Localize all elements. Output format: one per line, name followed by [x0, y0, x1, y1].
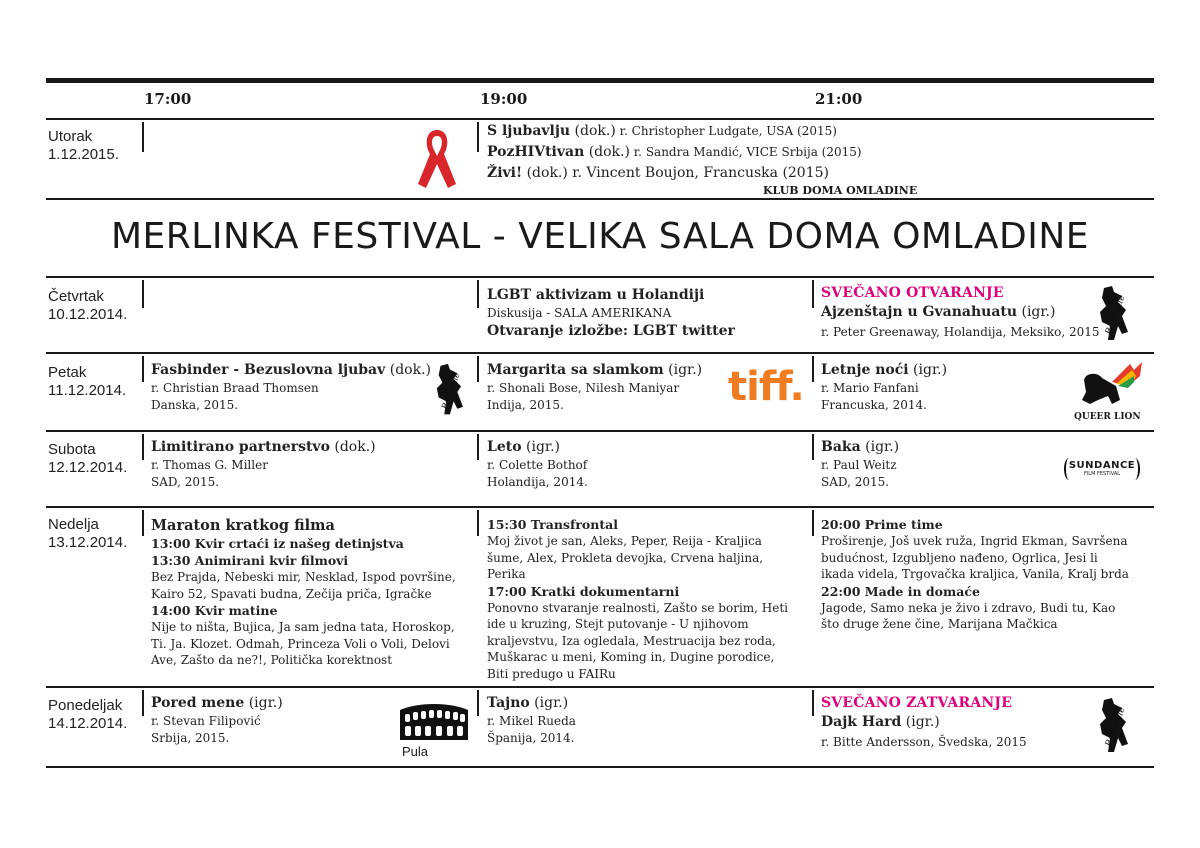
film-title: Letnje noći: [821, 362, 909, 378]
film-kind: (igr.): [901, 714, 940, 730]
film-kind: (dok.): [570, 123, 616, 139]
day-ponedeljak: [48, 697, 127, 733]
film-kind: (igr.): [1017, 304, 1056, 320]
col-bar: [812, 510, 814, 536]
event-sub: Diskusija - SALA AMERIKANA: [487, 306, 672, 320]
opening-label: SVEČANO OTVARANJE: [821, 285, 1004, 301]
film-title: Ajzenštajn u Gvanahuatu: [821, 304, 1018, 320]
film-line: [487, 143, 927, 162]
day-nedelja: [48, 516, 127, 552]
session-list: Moj život je san, Aleks, Peper, Reija - Kraljica šume, Alex, Prokleta devojka, Crvena haljina, Perika: [487, 534, 764, 581]
day-date: 10.12.2014.: [48, 306, 128, 323]
session-title: 13:30 Animirani kvir filmovi: [151, 553, 349, 568]
film-kind: (dok.): [329, 439, 376, 455]
col-bar: [142, 434, 144, 460]
bottom-rule: [46, 766, 1154, 768]
day-date: 13.12.2014.: [48, 534, 128, 551]
film-credit: r. Christopher Ludgate, USA (2015): [615, 124, 837, 138]
time-col-3: 21:00: [815, 90, 863, 108]
event-title-2: Otvaranje izložbe: LGBT twitter: [487, 322, 735, 339]
berlinale-bear-icon: [420, 358, 476, 424]
film-credit: r. Stevan Filipović: [151, 714, 261, 728]
film-title: S ljubavlju: [487, 123, 571, 139]
film-origin: SAD, 2015.: [821, 474, 890, 489]
film-title: Limitirano partnerstvo: [151, 439, 330, 455]
svg-text:Berlinale: Berlinale: [1104, 293, 1128, 337]
film-kind: (dok.): [522, 165, 568, 181]
day-utorak: [48, 128, 119, 164]
nedelja-c3: [821, 516, 1131, 633]
col-bar: [142, 122, 144, 152]
ponedeljak-c3: [821, 694, 1081, 751]
col-bar: [142, 280, 144, 308]
nedelja-c2: [487, 516, 797, 682]
day-petak: [48, 364, 126, 400]
tiff-logo: tiff.: [728, 364, 804, 410]
session-title: 17:00 Kratki dokumentarni: [487, 583, 680, 599]
film-title: Margarita sa slamkom: [487, 362, 664, 378]
ponedeljak-c2: [487, 694, 787, 746]
film-credit: r. Paul Weitz: [821, 458, 897, 472]
rule-1: [46, 118, 1154, 120]
film-credit: r. Bitte Andersson, Švedska, 2015: [821, 735, 1027, 749]
session-list: Jagode, Samo neka je živo i zdravo, Budi tu, Kao što druge žene čine, Marijana Mačkica: [821, 600, 1116, 631]
day-name: Četvrtak: [48, 288, 104, 305]
day-date: 11.12.2014.: [48, 382, 127, 399]
col-bar: [477, 690, 479, 716]
film-origin: Španija, 2014.: [487, 730, 575, 745]
film-title: Dajk Hard: [821, 714, 902, 730]
time-col-2: 19:00: [480, 90, 528, 108]
film-credit: r. Colette Bothof: [487, 458, 588, 472]
film-kind: (igr.): [521, 439, 560, 455]
day-cetvrtak: [48, 288, 127, 324]
subota-c3: [821, 438, 1051, 490]
film-origin: Holandija, 2014.: [487, 474, 588, 489]
film-credit: r. Mikel Rueda: [487, 714, 576, 728]
venue-label: KLUB DOMA OMLADINE: [763, 184, 918, 197]
block-title: Maraton kratkog filma: [151, 517, 335, 534]
time-col-1: 17:00: [144, 90, 192, 108]
top-rule: [46, 78, 1154, 83]
session-title: 20:00 Prime time: [821, 517, 943, 532]
berlinale-bear-icon: [1082, 282, 1142, 348]
film-title: Baka: [821, 439, 861, 455]
col-bar: [142, 356, 144, 382]
closing-label: SVEČANO ZATVARANJE: [821, 695, 1013, 711]
col-bar: [142, 690, 144, 716]
film-origin: SAD, 2015.: [151, 474, 220, 489]
session-title: 15:30 Transfrontal: [487, 517, 618, 532]
col-bar: [477, 122, 479, 152]
film-credit: r. Peter Greenaway, Holandija, Meksiko, 2015: [821, 325, 1100, 339]
day-date: 14.12.2014.: [48, 715, 128, 732]
col-bar: [812, 280, 814, 308]
rule-2: [46, 198, 1154, 200]
col-bar: [812, 356, 814, 382]
film-kind: (dok.): [385, 362, 431, 378]
film-title: PozHIVtivan: [487, 144, 585, 160]
film-origin: Danska, 2015.: [151, 397, 239, 412]
aids-ribbon-icon: [412, 126, 462, 190]
berlinale-bear-icon: [1082, 694, 1142, 760]
col-bar: [812, 690, 814, 716]
svg-text:Berlinale: Berlinale: [1104, 705, 1128, 749]
session-title: 22:00 Made in domaće: [821, 583, 980, 599]
film-title: Živi!: [487, 165, 523, 181]
session-list: Proširenje, Još uvek ruža, Ingrid Ekman, Savršena budućnost, Izgubljeno nađeno, Ogrlica, Jesi li ikada videla, Trgovačka kraljica, Vanila, Kralj brda: [821, 534, 1129, 581]
film-title: Leto: [487, 439, 522, 455]
laurel-left-icon: [1064, 458, 1074, 480]
session-list: Nije to ništa, Bujica, Ja sam jedna tata, Horoskop, Ti. Ja. Klozet. Odmah, Princeza Voli o Voli, Delovi Ave, Zašto da ne?!, Politička korektnost: [151, 620, 455, 667]
laurel-right-icon: [1130, 458, 1140, 480]
film-kind: (dok.): [584, 144, 630, 160]
session-list: Bez Prajda, Nebeski mir, Nesklad, Ispod površine, Kairo 52, Spavati budna, Zečija priča, Igračke: [151, 570, 456, 601]
film-title: Tajno: [487, 695, 530, 711]
day-name: Nedelja: [48, 516, 99, 533]
sundance-wordmark: SUNDANCE: [1068, 460, 1136, 471]
ponedeljak-c1: [151, 694, 391, 746]
petak-c2: [487, 361, 727, 413]
petak-c1: [151, 361, 451, 413]
col-bar: [477, 434, 479, 460]
subota-c1: [151, 438, 451, 490]
sundance-sub: FILM FESTIVAL: [1083, 471, 1121, 477]
session-title: 13:00 Kvir crtaći iz našeg detinjstva: [151, 536, 404, 551]
film-title: Pored mene: [151, 695, 245, 711]
day-subota: [48, 441, 127, 477]
day-name: Ponedeljak: [48, 697, 123, 714]
sundance-logo: [1062, 456, 1142, 484]
film-kind: (igr.): [663, 362, 703, 378]
col-bar: [477, 510, 479, 536]
queer-lion-icon: [1072, 360, 1148, 410]
pula-arena-icon: [398, 702, 470, 742]
session-list: Ponovno stvaranje realnosti, Zašto se borim, Heti ide u kruzing, Stejt putovanje - U njihovom kraljevstvu, Iza ogledala, Mestruacija bez roda, Muškarac u meni, Koming in, Dugine porodice, Biti predugo u FAIRu: [487, 600, 789, 681]
film-kind: (igr.): [860, 439, 900, 455]
film-title: Fasbinder - Bezuslovna ljubav: [151, 362, 386, 378]
subota-c2: [487, 438, 787, 490]
film-credit: r. Mario Fanfani: [821, 381, 919, 395]
film-credit: r. Thomas G. Miller: [151, 458, 268, 472]
rule-4: [46, 352, 1154, 354]
day-name: Utorak: [48, 128, 93, 145]
day-date: 12.12.2014.: [48, 459, 128, 476]
rule-6: [46, 506, 1154, 508]
session-title: 14:00 Kvir matine: [151, 603, 278, 618]
film-line: [487, 122, 927, 141]
film-line: [487, 164, 927, 183]
petak-c3: [821, 361, 1061, 413]
film-kind: (igr.): [908, 362, 948, 378]
day-date: 1.12.2015.: [48, 146, 119, 163]
utorak-program: [487, 122, 927, 183]
film-credit: r. Sandra Mandić, VICE Srbija (2015): [629, 145, 862, 159]
festival-title: MERLINKA FESTIVAL - VELIKA SALA DOMA OMLADINE: [110, 216, 1090, 257]
film-credit: r. Vincent Boujon, Francuska (2015): [567, 165, 829, 181]
film-kind: (igr.): [529, 695, 569, 711]
nedelja-c1: [151, 516, 459, 669]
svg-text:Berlinale: Berlinale: [439, 370, 462, 411]
film-credit: r. Christian Braad Thomsen: [151, 381, 319, 395]
rule-5: [46, 430, 1154, 432]
col-bar: [477, 280, 479, 308]
day-name: Petak: [48, 364, 87, 381]
film-origin: Srbija, 2015.: [151, 730, 230, 745]
col-bar: [477, 356, 479, 382]
film-kind: (igr.): [244, 695, 283, 711]
cetvrtak-c2: [487, 286, 807, 341]
col-bar: [812, 434, 814, 460]
day-name: Subota: [48, 441, 96, 458]
film-origin: Indija, 2015.: [487, 397, 564, 412]
film-origin: Francuska, 2014.: [821, 397, 927, 412]
film-credit: r. Shonali Bose, Nilesh Maniyar: [487, 381, 680, 395]
col-bar: [142, 510, 144, 536]
queer-lion-label: QUEER LION: [1074, 412, 1141, 422]
event-title: LGBT aktivizam u Holandiji: [487, 287, 705, 303]
pula-label: Pula: [402, 744, 429, 759]
cetvrtak-c3: [821, 284, 1101, 341]
rule-3: [46, 276, 1154, 278]
rule-7: [46, 686, 1154, 688]
